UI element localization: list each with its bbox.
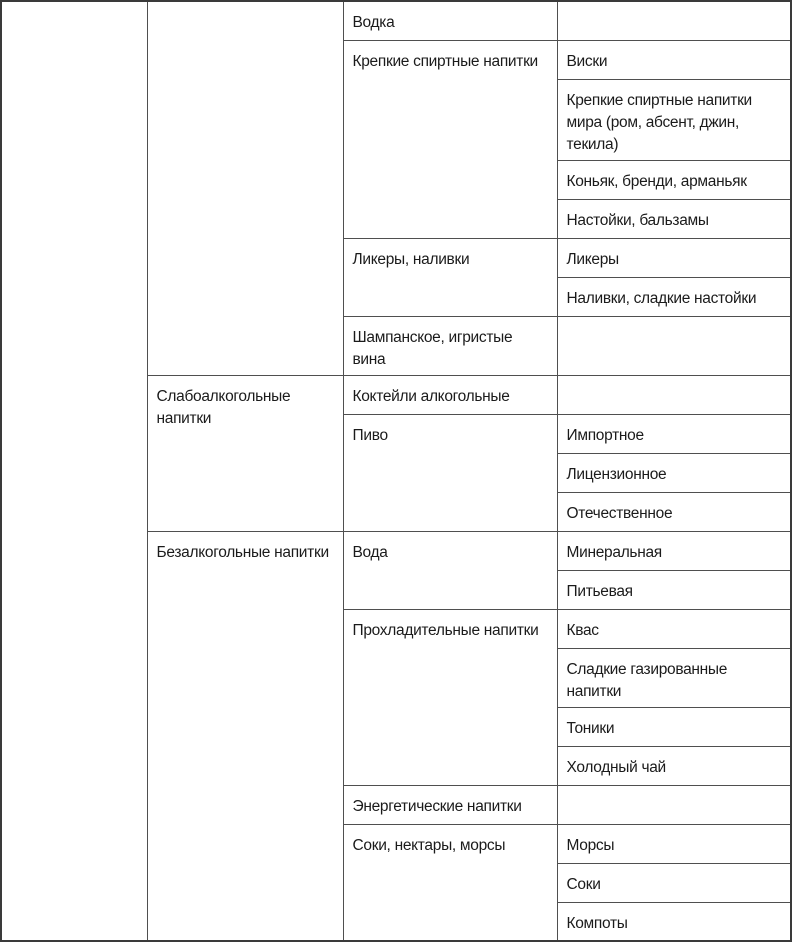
table-cell-level-4: Ликеры xyxy=(557,238,791,277)
table-cell-level-3: Водка xyxy=(343,1,557,40)
table-cell-level-3: Прохладительные напитки xyxy=(343,609,557,785)
table-cell-level-4: Минеральная xyxy=(557,531,791,570)
table-cell-level-4: Лицензионное xyxy=(557,453,791,492)
table-cell-level-4: Тоники xyxy=(557,707,791,746)
table-cell-level-3: Пиво xyxy=(343,414,557,531)
table-cell-level-4: Холодный чай xyxy=(557,746,791,785)
table-cell-level-2: Слабоалкогольные напитки xyxy=(147,375,343,531)
table-cell-level-2: Безалкогольные напитки xyxy=(147,531,343,941)
table-cell-level-4: Импортное xyxy=(557,414,791,453)
table-cell-level-4: Наливки, сладкие настойки xyxy=(557,277,791,316)
table-cell-level-3: Ликеры, наливки xyxy=(343,238,557,316)
table-cell-level-4: Соки xyxy=(557,863,791,902)
table-cell-level-4: Отечественное xyxy=(557,492,791,531)
table-cell-level-4 xyxy=(557,1,791,40)
table-cell-level-4 xyxy=(557,785,791,824)
table-cell-level-3: Соки, нектары, морсы xyxy=(343,824,557,941)
table-cell-level-3: Крепкие спиртные напитки xyxy=(343,40,557,238)
table-cell-level-3: Коктейли алкогольные xyxy=(343,375,557,414)
table-cell-level-4 xyxy=(557,375,791,414)
table-cell-level-4: Сладкие газированные напитки xyxy=(557,648,791,707)
table-cell-level-4: Коньяк, бренди, арманьяк xyxy=(557,160,791,199)
table-cell-level-4: Морсы xyxy=(557,824,791,863)
table-cell-level-4 xyxy=(557,316,791,375)
table-cell-level-4: Питьевая xyxy=(557,570,791,609)
table-cell-level-3: Шампанское, игристые вина xyxy=(343,316,557,375)
table-cell-level-4: Квас xyxy=(557,609,791,648)
table-cell-level-4: Компоты xyxy=(557,902,791,941)
table-cell-level-2 xyxy=(147,1,343,375)
table-body xyxy=(1,1,791,941)
table-cell-level-4: Виски xyxy=(557,40,791,79)
table-cell-level-3: Энергетические напитки xyxy=(343,785,557,824)
table-cell-level-1 xyxy=(1,1,147,941)
table-cell-level-4: Настойки, бальзамы xyxy=(557,199,791,238)
table-row xyxy=(1,1,791,40)
table-cell-level-4: Крепкие спиртные напитки мира (ром, абсент, джин, текила) xyxy=(557,79,791,160)
table-cell-level-3: Вода xyxy=(343,531,557,609)
